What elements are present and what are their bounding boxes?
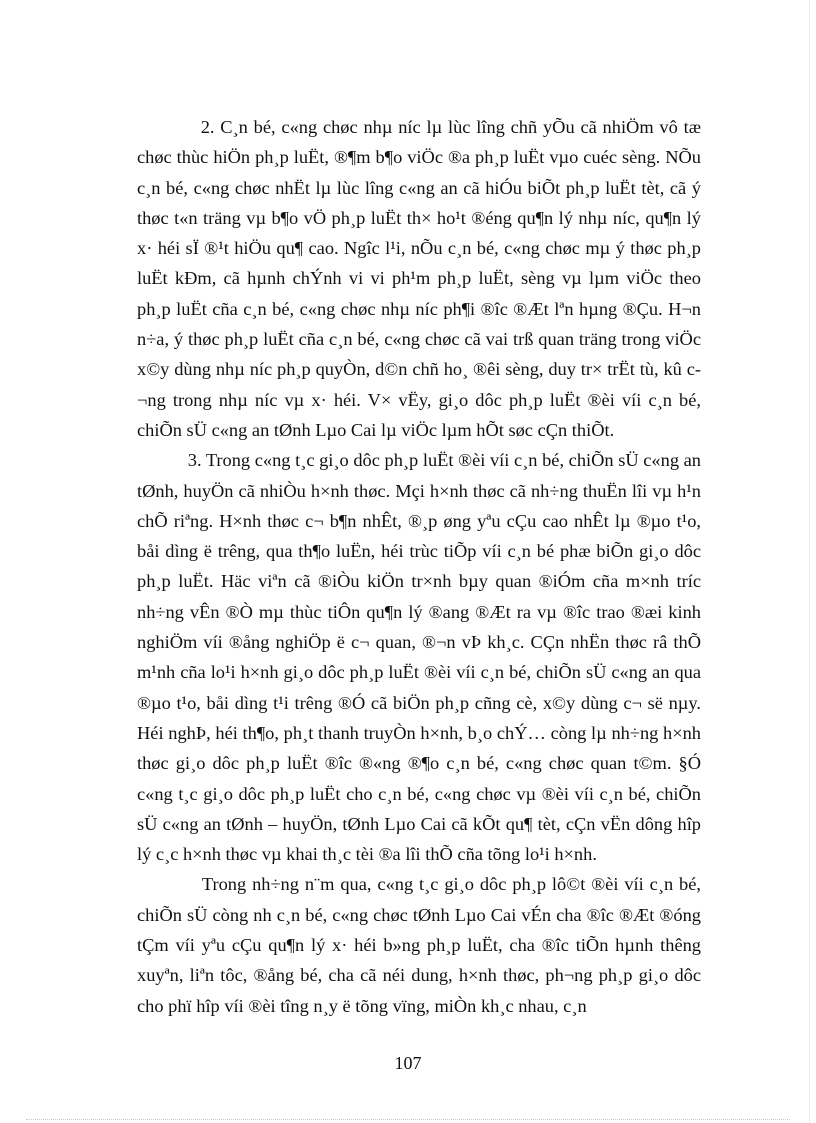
page-number: 107 [394, 1053, 422, 1073]
page-right-border [809, 0, 810, 1123]
body-text [137, 112, 701, 1021]
paragraph-2: 2. C¸n bé, c«ng chøc nhµ níc lµ lùc lîng chñ yÕu cã nhiÖm vô tæ chøc thùc hiÖn ph¸p luËt, ®¶m b¶o viÖc ®a ph¸p luËt vµo cuéc sèng. NÕu c¸n bé, c«ng chøc nhËt lµ lùc lîng c«ng an cã hiÓu biÕt ph¸p luËt tèt, cã ý thøc t«n träng vµ b¶o vÖ ph¸p luËt th× ho¹t ®éng qu¶n lý nhµ níc, qu¶n lý x· héi sÏ ®¹t hiÖu qu¶ cao. Ngîc l¹i, nÕu c¸n bé, c«ng chøc mµ ý thøc ph¸p luËt kÐm, cã hµnh chÝnh vi vi ph¹m ph¸p luËt, sèng vµ lµm viÖc theo ph¸p luËt cña c¸n bé, c«ng chøc nhµ níc ph¶i ®îc ®Æt lªn hµng ®Çu. H¬n n÷a, ý thøc ph¸p luËt cña c¸n bé, c«ng chøc cã vai trß quan träng trong viÖc x©y dùng nhµ níc ph¸p quyÒn, d©n chñ ho¸ ®êi sèng, duy tr× trËt tù, kû c¬ng trong nhµ níc vµ x· héi. V× vËy, gi¸o dôc ph¸p luËt ®èi víi c¸n bé, chiÕn sÜ c«ng an tØnh Lµo Cai lµ viÖc lµm hÕt søc cÇn thiÕt. [137, 117, 701, 440]
paragraph-4: Trong nh÷ng n¨m qua, c«ng t¸c gi¸o dôc ph¸p lô©t ®èi víi c¸n bé, chiÕn sÜ còng nh c¸n bé, c«ng chøc tØnh Lµo Cai vÉn cha ®îc ®Æt ®óng tÇm víi yªu cÇu qu¶n lý x· héi b»ng ph¸p luËt, cha ®îc tiÕn hµnh thêng xuyªn, liªn tôc, ®ång bé, cha cã néi dung, h×nh thøc, ph¬ng ph¸p gi¸o dôc cho phï hîp víi ®èi tîng n¸y ë tõng vïng, miÒn kh¸c nhau, c¸n [137, 874, 701, 1016]
paragraph-3: 3. Trong c«ng t¸c gi¸o dôc ph¸p luËt ®èi víi c¸n bé, chiÕn sÜ c«ng an tØnh, huyÖn cã nhiÒu h×nh thøc. Mçi h×nh thøc cã nh÷ng thuËn lîi vµ h¹n chÕ riªng. H×nh thøc c¬ b¶n nhÊt, ®¸p øng yªu cÇu cao nhÊt lµ ®µo t¹o, båi dìng ë trêng, qua th¶o luËn, héi trùc tiÕp víi c¸n bé phæ biÕn gi¸o dôc ph¸p luËt. Häc viªn cã ®iÒu kiÖn tr×nh bµy quan ®iÓm cña m×nh tríc nh÷ng vÊn ®Ò mµ thùc tiÔn qu¶n lý ®ang ®Æt ra vµ ®îc trao ®æi kinh nghiÖm víi ®ång nghiÖp ë c¬ quan, ®¬n vÞ kh¸c. CÇn nhËn thøc râ thÕ m¹nh cña lo¹i h×nh gi¸o dôc ph¸p luËt ®èi víi c¸n bé, chiÕn sÜ c«ng an qua ®µo t¹o, båi dìng t¹i trêng ®Ó cã biÖn ph¸p cñng cè, x©y dùng c¬ së nµy. Héi nghÞ, héi th¶o, ph¸t thanh truyÒn h×nh, b¸o chÝ… còng lµ nh÷ng h×nh thøc gi¸o dôc ph¸p luËt ®îc ®«ng ®¶o c¸n bé, c«ng chøc quan t©m. §Ó c«ng t¸c gi¸o dôc ph¸p luËt cho c¸n bé, c«ng chøc vµ ®èi víi c¸n bé, chiÕn sÜ c«ng an tØnh – huyÖn, tØnh Lµo Cai cã kÕt qu¶ tèt, cÇn vËn dông hîp lý c¸c h×nh thøc vµ khai th¸c tèi ®a lîi thÕ cña tõng lo¹i h×nh. [137, 450, 701, 865]
page-bottom-border [26, 1119, 790, 1120]
